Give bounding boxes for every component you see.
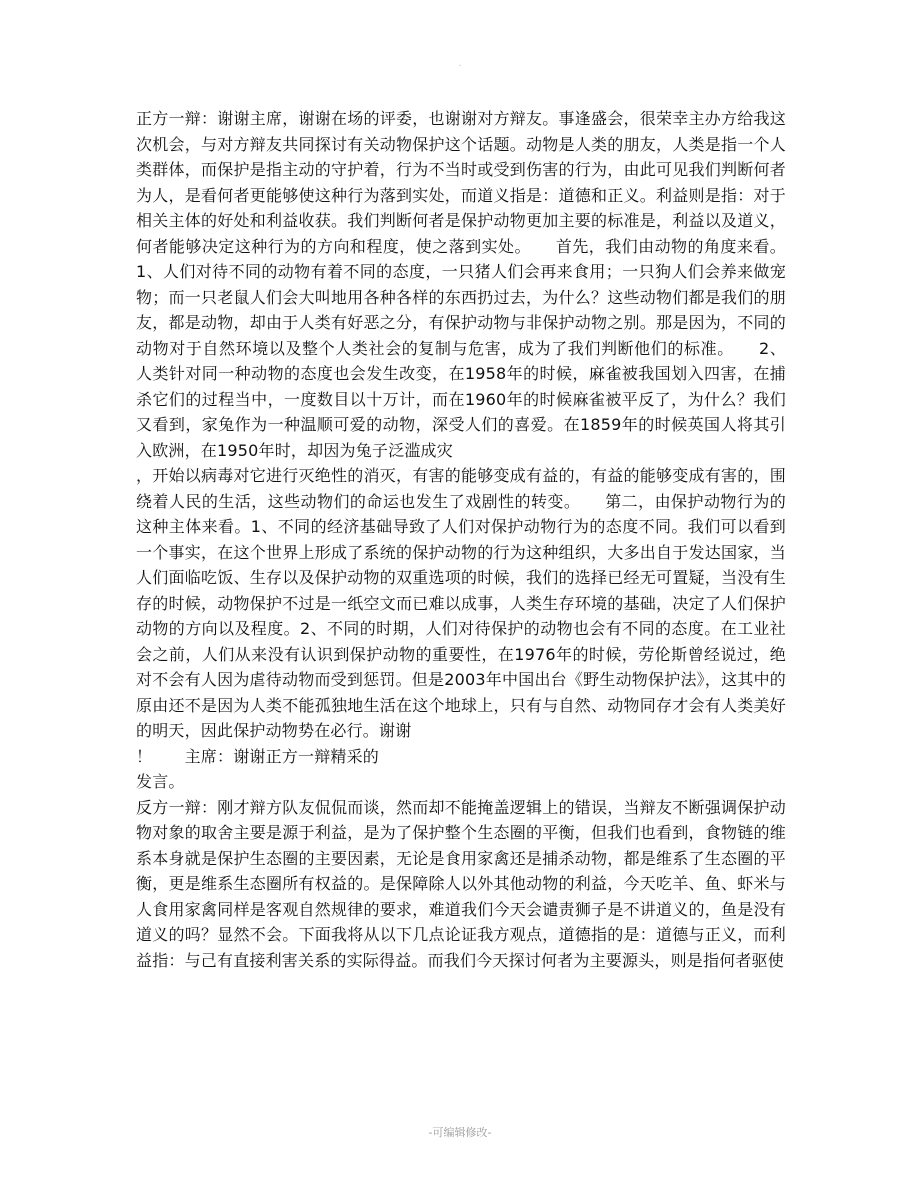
paragraph-chair-remark-end: 发言。 <box>136 772 185 791</box>
document-body <box>136 106 786 973</box>
paragraph-affirmative-first-speech: 正方一辩：谢谢主席，谢谢在场的评委，也谢谢对方辩友。事逢盛会，很荣幸主办方给我这次机会，与对方辩友共同探讨有关动物保护这个话题。动物是人类的朋友，人类是指一个人类群体，而保护是指主动的守护着，行为不当时或受到伤害的行为，由此可见我们判断何者为人，是看何者更能够使这种行为落到实处，而道义指是：道德和正义。利益则是指：对于相关主体的好处和利益收获。我们判断何者是保护动物更加主要的标准是，利益以及道义，何者能够决定这种行为的方向和程度，使之落到实处。 首先，我们由动物的角度来看。1、人们对待不同的动物有着不同的态度，一只猪人们会再来食用；一只狗人们会养来做宠物；而一只老鼠人们会大叫地用各种各样的东西扔过去，为什么？这些动物们都是我们的朋友，都是动物，却由于人类有好恶之分，有保护动物与非保护动物之别。那是因为，不同的动物对于自然环境以及整个人类社会的复制与危害，成为了我们判断他们的标准。 2、人类针对同一种动物的态度也会发生改变，在1958年的时候，麻雀被我国划入四害，在捕杀它们的过程当中，一度数目以十万计，而在1960年的时候麻雀被平反了，为什么？我们又看到，家兔作为一种温顺可爱的动物，深受人们的喜爱。在1859年的时候英国人将其引入欧洲，在1950年时，却因为兔子泛滥成灾 <box>136 109 786 460</box>
footer-note: -可编辑修改- <box>428 1126 492 1139</box>
paragraph-affirmative-continued: ，开始以病毒对它进行灭绝性的消灭，有害的能够变成有益的，有益的能够变成有害的，围绕着人民的生活，这些动物们的命运也发生了戏剧性的转变。 第二，由保护动物行为的这种主体来看。1、不同的经济基础导致了人们对保护动物行为的态度不同。我们可以看到一个事实，在这个世界上形成了系统的保护动物的行为这种组织，大多出自于发达国家，当人们面临吃饭、生存以及保护动物的双重选项的时候，我们的选择已经无可置疑，当没有生存的时候，动物保护不过是一纸空文而已难以成事，人类生存环境的基础，决定了人们保护动物的方向以及程度。2、不同的时期，人们对待保护的动物也会有不同的态度。在工业社会之前，人们从来没有认识到保护动物的重要性，在1976年的时候，劳伦斯曾经说过，绝对不会有人因为虐待动物而受到惩罚。但是2003年中国出台《野生动物保护法》，这其中的原由还不是因为人类不能孤独地生活在这个地球上，只有与自然、动物同存才会有人类美好的明天，因此保护动物势在必行。谢谢 <box>136 466 786 740</box>
paragraph-chair-remark: ！ 主席：谢谢正方一辩精采的 <box>136 746 380 766</box>
paragraph-negative-first-speech: 反方一辩：刚才辩方队友侃侃而谈，然而却不能掩盖逻辑上的错误，当辩友不断强调保护动物对象的取舍主要是源于利益，是为了保护整个生态圈的平衡，但我们也看到，食物链的维系本身就是保护生态圈的主要因素，无论是食用家禽还是捕杀动物，都是维系了生态圈的平衡，更是维系生态圈所有权益的。是保障除人以外其他动物的利益，今天吃羊、鱼、虾米与人食用家禽同样是客观自然规律的要求，难道我们今天会谴责狮子是不讲道义的，鱼是没有道义的吗？显然不会。下面我将从以下几点论证我方观点，道德指的是：道德与正义，而利益指：与己有直接利害关系的实际得益。而我们今天探讨何者为主要源头，则是指何者驱使 <box>136 797 786 970</box>
header-mark: . <box>458 58 462 69</box>
